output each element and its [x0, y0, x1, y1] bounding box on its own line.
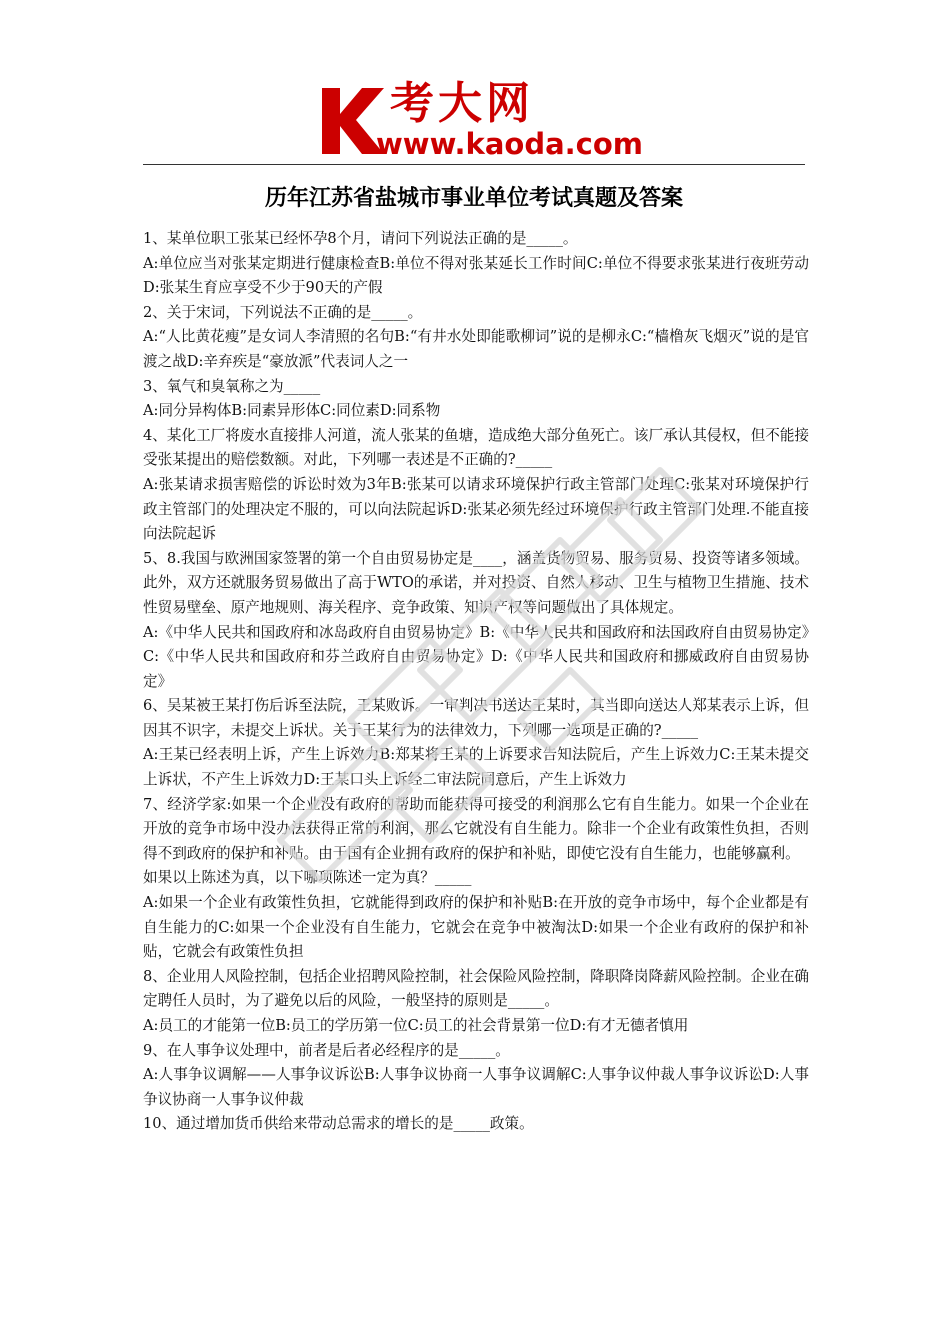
logo-title: 考大网	[390, 78, 534, 129]
question-2: 2、关于宋词，下列说法不正确的是_____。	[143, 303, 423, 321]
options-4: A:张某请求损害赔偿的诉讼时效为3年B:张某可以请求环境保护行政主管部门处理C:张某对环境保护行政主管部门的处理决定不服的，可以向法院起诉D:张某必须先经过环境保护行政主管部门处理.不能直接向法院起诉	[143, 475, 809, 543]
question-1: 1、某单位职工张某已经怀孕8个月，请问下列说法正确的是_____。	[143, 230, 578, 247]
options-1: A:单位应当对张某定期进行健康检查B:单位不得对张某延长工作时间C:单位不得要求张某进行夜班劳动D:张某生育应享受不少于90天的产假	[143, 254, 809, 297]
site-logo[interactable]	[318, 78, 648, 160]
logo-url: www.kaoda.com	[376, 127, 643, 161]
document-body	[143, 227, 809, 1137]
question-3: 3、氧气和臭氧称之为_____	[143, 377, 321, 395]
question-8: 8、企业用人风险控制，包括企业招聘风险控制，社会保险风险控制，降职降岗降薪风险控制。企业在确定聘任人员时，为了避免以后的风险，一般坚持的原则是_____。	[143, 967, 810, 1010]
options-5: A:《中华人民共和国政府和冰岛政府自由贸易协定》B:《中华人民共和国政府和法国政府自由贸易协定》C:《中华人民共和国政府和芬兰政府自由贸易协定》D:《中华人民共和国政府和挪威政府自由贸易协定》	[143, 623, 809, 690]
options-7: A:如果一个企业有政策性负担，它就能得到政府的保护和补贴B:在开放的竞争市场中，每个企业都是有自生能力的C:如果一个企业没有自生能力，它就会在竞争中被淘汰D:如果一个企业有政府的保护和补贴，它就会有政策性负担	[143, 894, 809, 961]
header-divider	[143, 164, 805, 165]
question-9: 9、在人事争议处理中，前者是后者必经程序的是_____。	[143, 1041, 510, 1059]
options-3: A:同分异构体B:同素异形体C:同位素D:同系物	[143, 402, 441, 420]
options-2: A:“人比黄花瘦”是女词人李清照的名句B:“有井水处即能歌柳词”说的是柳永C:“樯橹灰飞烟灭”说的是官渡之战D:辛弃疾是“豪放派”代表词人之一	[143, 328, 809, 370]
question-7-prompt: 如果以上陈述为真，以下哪项陈述一定为真？_____	[143, 869, 472, 887]
options-6: A:王某已经表明上诉，产生上诉效力B:郑某将王某的上诉要求告知法院后，产生上诉效力C:王某未提交上诉状，不产生上诉效力D:王某口头上诉经二审法院同意后，产生上诉效力	[143, 746, 809, 789]
question-7: 7、经济学家:如果一个企业没有政府的帮助而能获得可接受的利润那么它有自生能力。如果一个企业在开放的竞争市场中没办法获得正常的利润，那么它就没有自生能力。除非一个企业有政策性负担，否则得不到政府的保护和补贴。由于国有企业拥有政府的保护和补贴，即使它没有自生能力，也能够赢利。	[143, 795, 809, 862]
options-8: A:员工的才能第一位B:员工的学历第一位C:员工的社会背景第一位D:有才无德者慎用	[143, 1017, 689, 1034]
question-6: 6、吴某被王某打伤后诉至法院，王某败诉。一审判决书送达王某时，其当即向送达人郑某表示上诉，但因其不识字，未提交上诉状。关于王某行为的法律效力，下列哪一选项是正确的?_____	[143, 697, 810, 739]
question-10: 10、通过增加货币供给来带动总需求的增长的是_____政策。	[143, 1115, 534, 1133]
question-4: 4、某化工厂将废水直接排人河道，流人张某的鱼塘，造成绝大部分鱼死亡。该厂承认其侵权，但不能接受张某提出的赔偿数额。对此，下列哪一表述是不正确的?_____	[143, 426, 810, 469]
question-5: 5、8.我国与欧洲国家签署的第一个自由贸易协定是____，涵盖货物贸易、服务贸易、投资等诸多领域。此外，双方还就服务贸易做出了高于WTO的承诺，并对投资、自然人移动、卫生与植物卫生措施、技术性贸易壁垒、原产地规则、海关程序、竞争政策、知识产权等问题做出了具体规定。	[143, 549, 809, 616]
options-9: A:人事争议调解——人事争议诉讼B:人事争议协商一人事争议调解C:人事争议仲裁人事争议诉讼D:人事争议协商一人事争议仲裁	[143, 1066, 809, 1108]
page-title: 历年江苏省盐城市事业单位考试真题及答案	[264, 186, 683, 211]
